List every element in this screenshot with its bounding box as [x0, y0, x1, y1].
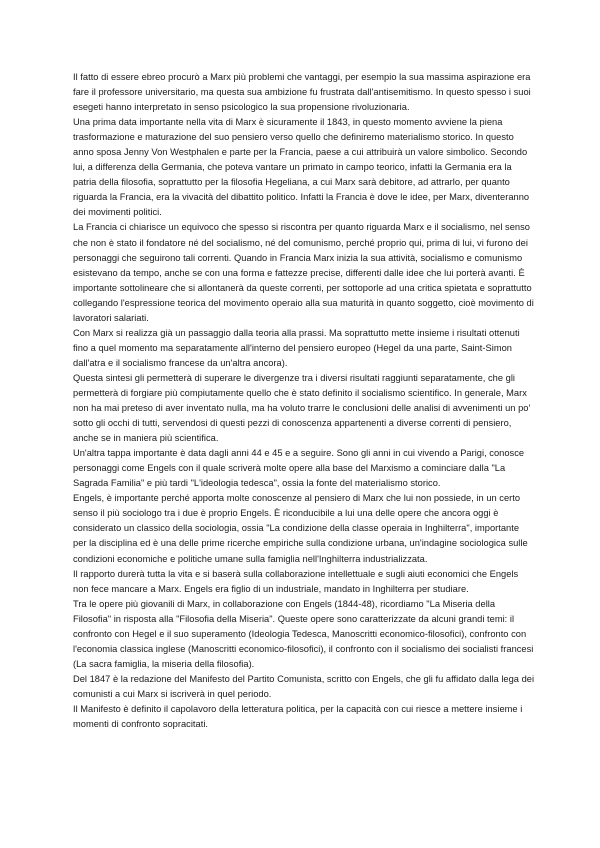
- body-text: [73, 70, 535, 732]
- paragraph: Una prima data importante nella vita di Marx è sicuramente il 1843, in questo momento avviene la piena trasformazione e maturazione del suo pensiero verso quello che definiremo materialismo storico. In questo anno sposa Jenny Von Westphalen e parte per la Francia, paese a cui attribuirà un valore simbolico. Secondo lui, a differenza della Germania, che poteva vantare un primato in campo teorico, infatti la Germania era la patria della filosofia, soprattutto per la filosofia Hegeliana, a cui Marx sarà debitore, ad attrarlo, per quanto riguarda la Francia, era la vivacità del dibattito politico. Infatti la Francia è dove le idee, per Marx, diventeranno dei movimenti politici.: [73, 117, 530, 218]
- paragraph: Un'altra tappa importante è data dagli anni 44 e 45 e a seguire. Sono gli anni in cui vivendo a Parigi, conosce personaggi come Engels con il quale scriverà molte opere alla base del Marxismo a cominciare dalla "La Sagrada Familia" e più tardi "L'ideologia tedesca", ossia la fonte del materialismo storico.: [73, 448, 525, 489]
- paragraph: Engels, è importante perché apporta molte conoscenze al pensiero di Marx che lui non possiede, in un certo senso il più sociologo tra i due è proprio Engels. È riconducibile a lui una delle opere che ancora oggi è considerato un classico della sociologia, ossia "La condizione della classe operaia in Inghilterra", importante per la disciplina ed è una delle prime ricerche empiriche sulla condizione urbana, un'indagine sociologica sulle condizioni economiche e politiche umane sulla famiglia nell'Inghilterra industrializzata.: [73, 493, 528, 564]
- paragraph: Del 1847 è la redazione del Manifesto del Partito Comunista, scritto con Engels, che gli fu affidato dalla lega dei comunisti a cui Marx si iscriverà in quel periodo.: [73, 673, 535, 699]
- paragraph: Il fatto di essere ebreo procurò a Marx più problemi che vantaggi, per esempio la sua massima aspirazione era fare il professore universitario, ma questa sua ambizione fu frustrata dall'antisemitismo. In questo spesso i suoi esegeti hanno interpretato in senso psicologico la sua propensione rivoluzionaria.: [73, 72, 531, 113]
- paragraph: Il Manifesto è definito il capolavoro della letteratura politica, per la capacità con cui riesce a mettere insieme i momenti di confronto sopracitati.: [73, 703, 523, 730]
- paragraph: Tra le opere più giovanili di Marx, in collaborazione con Engels (1844-48), ricordiamo "La Miseria della Filosofia" in risposta alla "Filosofia della Miseria". Queste opere sono caratterizzate da alcuni grandi temi: il confronto con Hegel e il suo superamento (Ideologia Tedesca, Manoscritti economico-filosofici), confronto con l'economia classica inglese (Manoscritti economico-filosofici), il confronto con il socialismo dei socialisti francesi (La sacra famiglia, la miseria della filosofia).: [73, 598, 534, 669]
- paragraph: Il rapporto durerà tutta la vita e si baserà sulla collaborazione intellettuale e sugli aiuti economici che Engels non fece mancare a Marx. Engels era figlio di un industriale, mandato in Inghilterra per studiare.: [73, 568, 519, 594]
- paragraph: Questa sintesi gli permetterà di superare le divergenze tra i diversi risultati raggiunti separatamente, che gli permetterà di forgiare più compiutamente quello che è stato definito il socialismo scientifico. In generale, Marx non ha mai preteso di aver inventato nulla, ma ha voluto trarre le conclusioni delle analisi di avvenimenti un po' sotto gli occhi di tutti, servendosi di questi pezzi di conoscenza appartenenti a diverse correnti di pensiero, anche se in maniera più scientifica.: [73, 372, 531, 444]
- paragraph: Con Marx si realizza già un passaggio dalla teoria alla prassi. Ma soprattutto mette insieme i risultati ottenuti fino a quel momento ma separatamente all'interno del pensiero europeo (Hegel da una parte, Saint-Simon dall'atra e il socialismo francese da un'altra ancora).: [73, 327, 520, 368]
- paragraph: La Francia ci chiarisce un equivoco che spesso si riscontra per quanto riguarda Marx e il socialismo, nel senso che non è stato il fondatore né del socialismo, né del comunismo, perché proprio qui, prima di lui, vi furono dei personaggi che seguirono tali correnti. Quando in Francia Marx inizia la sua attività, socialismo e comunismo esistevano da tempo, anche se con una forma e fattezze precise, differenti dalle idee che lui porterà avanti. È importante sottolineare che si allontanerà da queste correnti, per sottoporle ad una critica spietata e soprattutto collegando l'espressione teorica del movimento operaio alla sua maturità in quanto soggetto, cioè movimento di lavoratori salariati.: [73, 222, 534, 323]
